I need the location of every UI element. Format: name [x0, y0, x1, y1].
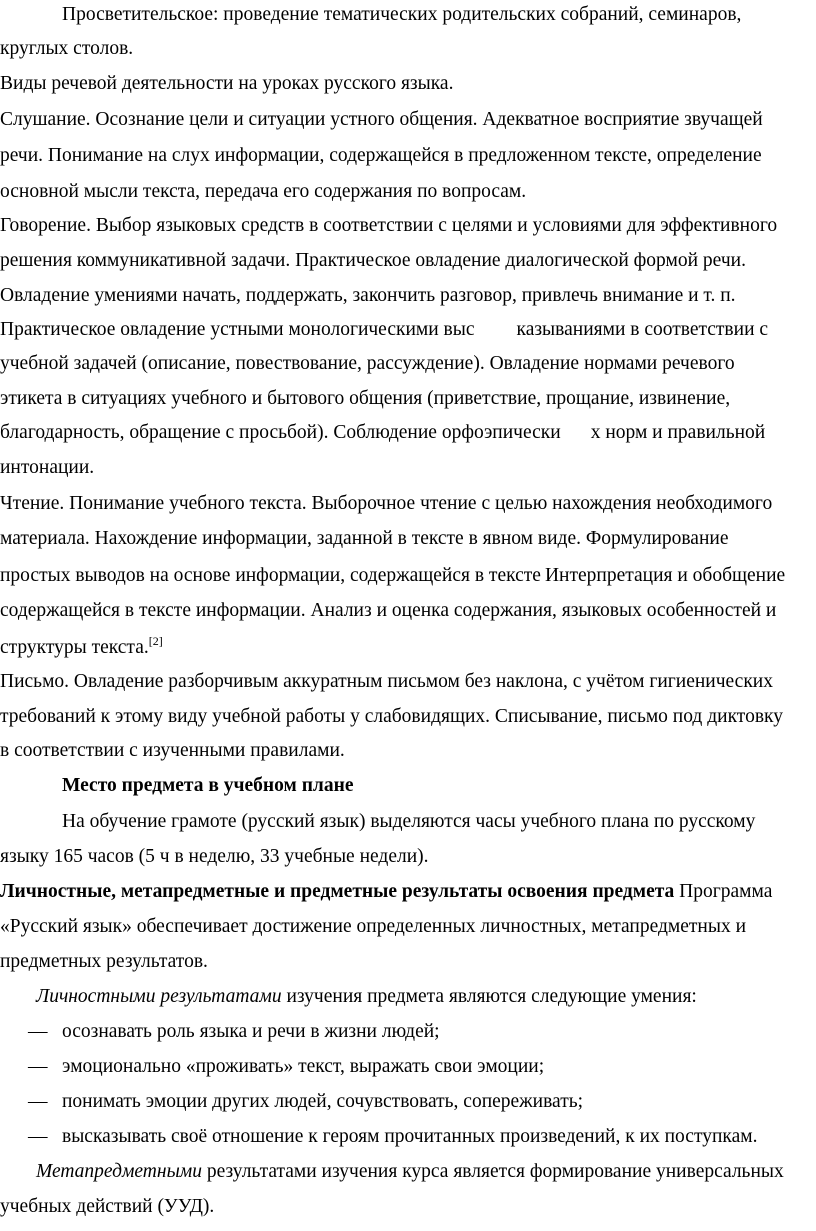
reading-line-1: Чтение. Понимание учебного текста. Выборочное чтение с целью нахождения необходимого	[0, 493, 773, 514]
speaking-line-5: учебной задачей (описание, повествование, рассуждение). Овладение нормами речевого	[0, 353, 735, 374]
metasubject-line-1	[36, 1160, 784, 1184]
personal-results-intro	[36, 985, 697, 1009]
paragraph-enlightenment-line-2: круглых столов.	[0, 38, 134, 59]
metasubject-line-2: учебных действий (УУД).	[0, 1196, 215, 1217]
enlightenment-line-1-text: Просветительское: проведение тематических родительских собраний, семинаров,	[62, 4, 742, 25]
speaking-line-4-part-b: казываниями в соответствии с	[516, 319, 769, 340]
speech-types-heading: Виды речевой деятельности на уроках русского языка.	[0, 73, 454, 94]
personal-results-intro-rest: изучения предмета являются следующие умения:	[286, 986, 697, 1007]
results-line-1	[0, 880, 772, 904]
paragraph-enlightenment-line-1	[62, 3, 816, 27]
speaking-line-7-part-b: х норм и правильной	[590, 422, 766, 443]
curriculum-line-1	[62, 810, 816, 834]
reading-line-2: материала. Нахождение информации, заданной в тексте в явном виде. Формулирование	[0, 528, 729, 549]
bullet-dash-icon: —	[28, 1091, 48, 1112]
list-item	[28, 1090, 583, 1114]
results-line-1-rest: Программа	[679, 881, 773, 902]
list-item-text: понимать эмоции других людей, сочувствовать, сопереживать;	[62, 1091, 584, 1112]
metasubject-label: Метапредметными	[36, 1161, 202, 1182]
list-item-text: осознавать роль языка и речи в жизни людей;	[62, 1021, 440, 1042]
speaking-line-6: этикета в ситуациях учебного и бытового общения (приветствие, прощание, извинение,	[0, 388, 731, 409]
speaking-line-4-part-a: Практическое овладение устными монологическими выс	[0, 319, 475, 340]
footnote-reference[interactable]: [2]	[148, 634, 163, 648]
speaking-line-4	[0, 318, 768, 342]
writing-line-3: в соответствии с изученными правилами.	[0, 740, 345, 761]
writing-line-2: требований к этому виду учебной работы у слабовидящих. Списывание, письмо под диктовку	[0, 706, 783, 727]
listening-line-3: основной мысли текста, передача его содержания по вопросам.	[0, 181, 527, 202]
speaking-line-8: интонации.	[0, 457, 95, 478]
listening-line-2: речи. Понимание на слух информации, содержащейся в предложенном тексте, определение	[0, 145, 762, 166]
reading-line-3-part-b: Интерпретация и обобщение	[544, 565, 786, 586]
reading-line-5-text: структуры текста.	[0, 637, 149, 658]
results-line-2: «Русский язык» обеспечивает достижение определенных личностных, метапредметных и	[0, 916, 747, 937]
personal-results-label: Личностными результатами	[36, 986, 282, 1007]
list-item	[28, 1020, 440, 1044]
listening-line-1: Слушание. Осознание цели и ситуации устного общения. Адекватное восприятие звучащей	[0, 109, 763, 130]
curriculum-heading: Место предмета в учебном плане	[62, 775, 354, 796]
reading-line-4: содержащейся в тексте информации. Анализ и оценка содержания, языковых особенностей и	[0, 600, 777, 621]
reading-line-3	[0, 564, 785, 588]
results-heading: Личностные, метапредметные и предметные результаты освоения предмета	[0, 881, 675, 902]
bullet-dash-icon: —	[28, 1126, 48, 1147]
results-line-3: предметных результатов.	[0, 951, 208, 972]
bullet-dash-icon: —	[28, 1021, 48, 1042]
curriculum-line-2: языку 165 часов (5 ч в неделю, 33 учебные недели).	[0, 846, 429, 867]
list-item	[28, 1055, 544, 1079]
metasubject-line-1-rest: результатами изучения курса является формирование универсальных	[206, 1161, 784, 1182]
speaking-line-7	[0, 421, 765, 445]
writing-line-1: Письмо. Овладение разборчивым аккуратным письмом без наклона, с учётом гигиенических	[0, 671, 773, 692]
speaking-line-2: решения коммуникативной задачи. Практическое овладение диалогической формой речи.	[0, 250, 746, 271]
list-item-text: эмоционально «проживать» текст, выражать свои эмоции;	[62, 1056, 545, 1077]
bullet-dash-icon: —	[28, 1056, 48, 1077]
curriculum-line-1-text: На обучение грамоте (русский язык) выделяются часы учебного плана по русскому	[62, 811, 756, 832]
speaking-line-1: Говорение. Выбор языковых средств в соответствии с целями и условиями для эффективного	[0, 215, 778, 236]
speaking-line-7-part-a: благодарность, обращение с просьбой). Соблюдение орфоэпически	[0, 422, 561, 443]
list-item	[28, 1125, 757, 1149]
reading-line-3-part-a: простых выводов на основе информации, содержащейся в тексте	[0, 565, 541, 586]
list-item-text: высказывать своё отношение к героям прочитанных произведений, к их поступкам.	[62, 1126, 758, 1147]
reading-line-5	[0, 636, 163, 660]
speaking-line-3: Овладение умениями начать, поддержать, закончить разговор, привлечь внимание и т. п.	[0, 285, 736, 306]
